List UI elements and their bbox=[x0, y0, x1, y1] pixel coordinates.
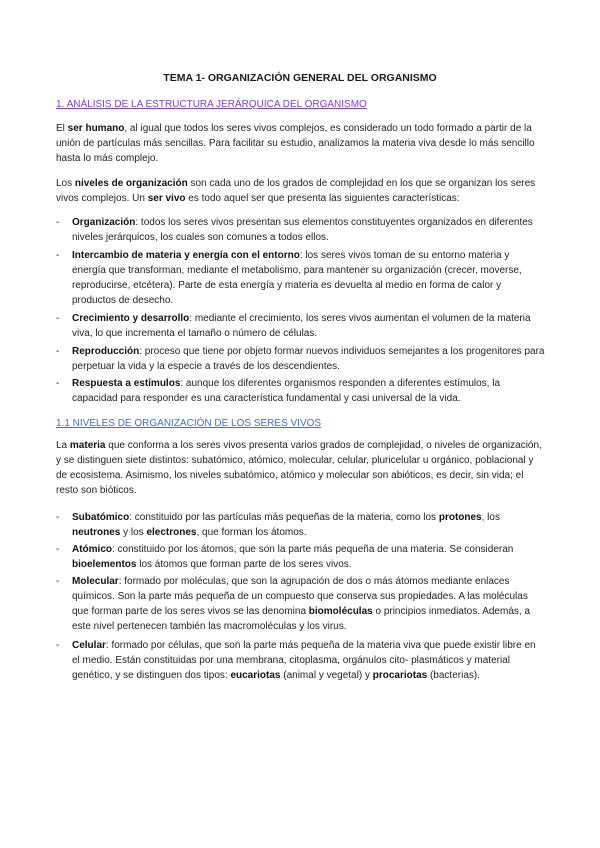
page-title: TEMA 1- ORGANIZACIÓN GENERAL DEL ORGANISMO bbox=[163, 72, 437, 84]
section-heading-1: 1. ANÁLISIS DE LA ESTRUCTURA JERÁRQUICA DEL ORGANISMO bbox=[56, 99, 367, 110]
section-heading-1-1: 1.1 NIVELES DE ORGANIZACIÓN DE LOS SERES VIVOS bbox=[56, 418, 322, 429]
paragraph-materia: La materia que conforma a los seres vivos presenta varios grados de complejidad, o niveles de organización, y se distinguen siete distintos: subatómico, atómico, molecular, celular, pluricelular u orgánico, poblacional y de ecosistema. Asimismo, los niveles subatómico, atómico y molecular son abióticos, es decir, sin vida; el resto son bióticos. bbox=[56, 440, 542, 496]
document-page: TEMA 1- ORGANIZACIÓN GENERAL DEL ORGANISMO 1. ANÁLISIS DE LA ESTRUCTURA JERÁRQUICA DEL ORGANISMO El ser humano, al igual que todos los seres vivos complejos, es considerado un todo formado a partir de la unión de partículas más sencillas. Para facilitar su estudio, analizamos la materia viva desde lo más sencillo hasta lo más complejo. Los niveles de organización son cada uno de los grados de complejidad en los que se organizan los seres vivos complejos. Un ser vivo es todo aquel ser que presenta las siguientes características: - Organización: todos los seres vivos presentan sus elementos constituyentes organizados en diferentes niveles jerárquicos, los cuales son comunes a todos ellos. - Intercambio de materia y energía con el entorno: los seres vivos toman de su entorno materia y energía que transforman, mediante el metabolismo, para mantener su organización (crecer, moverse, reproducirse, etcétera). Parte de esta energía y materia es devuelta al medio en forma de calor y productos de desecho. - Crecimiento y desarrollo: mediante el crecimiento, los seres vivos aumentan el volumen de la materia viva, lo que incrementa el tamaño o número de células. - Reproducción: proceso que tiene por objeto formar nuevos individuos semejantes a los progenitores para perpetuar la vida y la especie a través de los descendientes. - Respuesta a estímulos: aunque los diferentes organismos responden a diferentes estímulos, la capacidad para responder es una característica fundamental y casi universal de la vida. 1.1 NIVELES DE ORGANIZACIÓN DE LOS SERES VIVOS La materia que conforma a los seres vivos presenta varios grados de complejidad, o niveles de organización, y se distinguen siete distintos: subatómico, atómico, molecular, celular, pluricelular u orgánico, poblacional y de ecosistema. Asimismo, los niveles subatómico, atómico y molecular son abióticos, es decir, sin vida; el resto son bióticos. - Subatómico: constituido por las partículas más pequeñas de la materia, como los protones, los neutrones y los electrones, que forman los átomos. - Atómico: constituido por los átomos, que son la parte más pequeña de una materia. Se consideran bioelementos los átomos que forman parte de los seres vivos. - Molecular: formado por moléculas, que son la agrupación de dos o más átomos mediante enlaces químicos. Son la parte más pequeña de un compuesto que conserva sus propiedades. A las moléculas que forman parte de los seres vivos se las denomina biomoléculas o principios inmediatos. Además, a este nivel pertenecen también las macromoléculas y los virus. - Celular: formado por células, que son la parte más pequeña de la materia viva que puede existir libre en el medio. Están constituidas por una membrana, citoplasma, orgánulos cito- plasmáticos y material genético, y se distinguen dos tipos: eucariotas (animal y vegetal) y procariotas (bacterias). bbox=[0, 0, 600, 848]
paragraph-ser-humano: El ser humano, al igual que todos los seres vivos complejos, es considerado un todo formado a partir de la unión de partículas más sencillas. Para facilitar su estudio, analizamos la materia viva desde lo más sencillo hasta lo más complejo. bbox=[56, 123, 535, 164]
paragraph-niveles: Los niveles de organización son cada uno de los grados de complejidad en los que se organizan los seres vivos complejos. Un ser vivo es todo aquel ser que presenta las siguientes características: bbox=[56, 178, 536, 204]
